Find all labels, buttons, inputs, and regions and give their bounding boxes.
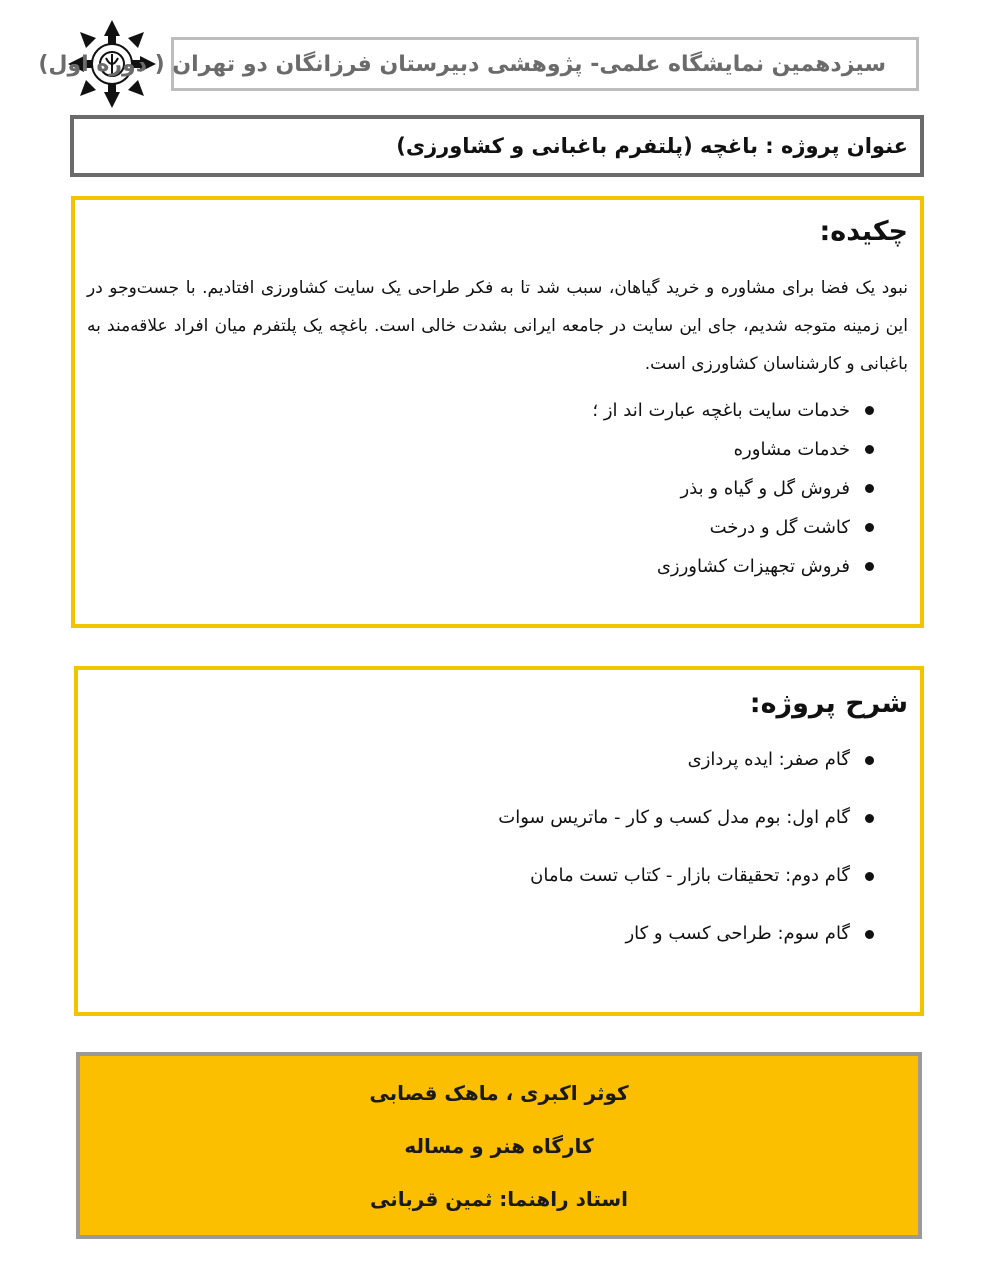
bullet-icon xyxy=(865,872,874,881)
description-heading: شرح پروژه: xyxy=(749,688,908,719)
list-item: گام دوم: تحقیقات بازار - کتاب تست مامان xyxy=(90,861,884,891)
abstract-heading: چکیده: xyxy=(819,216,908,247)
bullet-icon xyxy=(865,562,874,571)
exhibition-header xyxy=(38,37,919,91)
abstract-text: نبود یک فضا برای مشاوره و خرید گیاهان، سبب شد تا به فکر طراحی یک سایت کشاورزی افتادیم. با جست‌وجو در این زمینه متوجه شدیم، جای این سایت در جامعه ایرانی بشدت خالی است. باغچه یک پلتفرم میان افراد علاقه‌مند به باغبانی و کارشناسان کشاورزی است. xyxy=(87,278,908,374)
list-item: فروش تجهیزات کشاورزی xyxy=(87,547,884,586)
list-item: گام صفر: ایده پردازی xyxy=(90,745,884,775)
project-title-box xyxy=(70,115,924,177)
list-item: کاشت گل و درخت xyxy=(87,508,884,547)
exhibition-title: سیزدهمین نمایشگاه علمی- پژوهشی دبیرستان فرزانگان دو تهران ( دوره اول) xyxy=(38,51,886,77)
list-item: خدمات سایت باغچه عبارت اند از ؛ xyxy=(87,391,884,430)
workshop: کارگاه هنر و مساله xyxy=(404,1133,594,1158)
bullet-icon xyxy=(865,445,874,454)
bullet-icon xyxy=(865,523,874,532)
abstract-section xyxy=(71,196,924,628)
advisor: استاد راهنما: ثمین قربانی xyxy=(369,1186,629,1211)
bullet-icon xyxy=(865,484,874,493)
steps-list xyxy=(90,745,908,949)
project-title: عنوان پروژه : باغچه (پلتفرم باغبانی و کشاورزی) xyxy=(396,134,908,158)
bullet-icon xyxy=(865,406,874,415)
list-item: خدمات مشاوره xyxy=(87,430,884,469)
description-section xyxy=(74,666,924,1016)
list-item: گام سوم: طراحی کسب و کار xyxy=(90,919,884,949)
list-item: فروش گل و گیاه و بذر xyxy=(87,469,884,508)
credits-footer xyxy=(76,1052,922,1239)
bullet-icon xyxy=(865,756,874,765)
services-list xyxy=(87,391,908,586)
list-item: گام اول: بوم مدل کسب و کار - ماتریس سوات xyxy=(90,803,884,833)
authors: کوثر اکبری ، ماهک قصابی xyxy=(369,1080,629,1105)
bullet-icon xyxy=(865,814,874,823)
bullet-icon xyxy=(865,930,874,939)
